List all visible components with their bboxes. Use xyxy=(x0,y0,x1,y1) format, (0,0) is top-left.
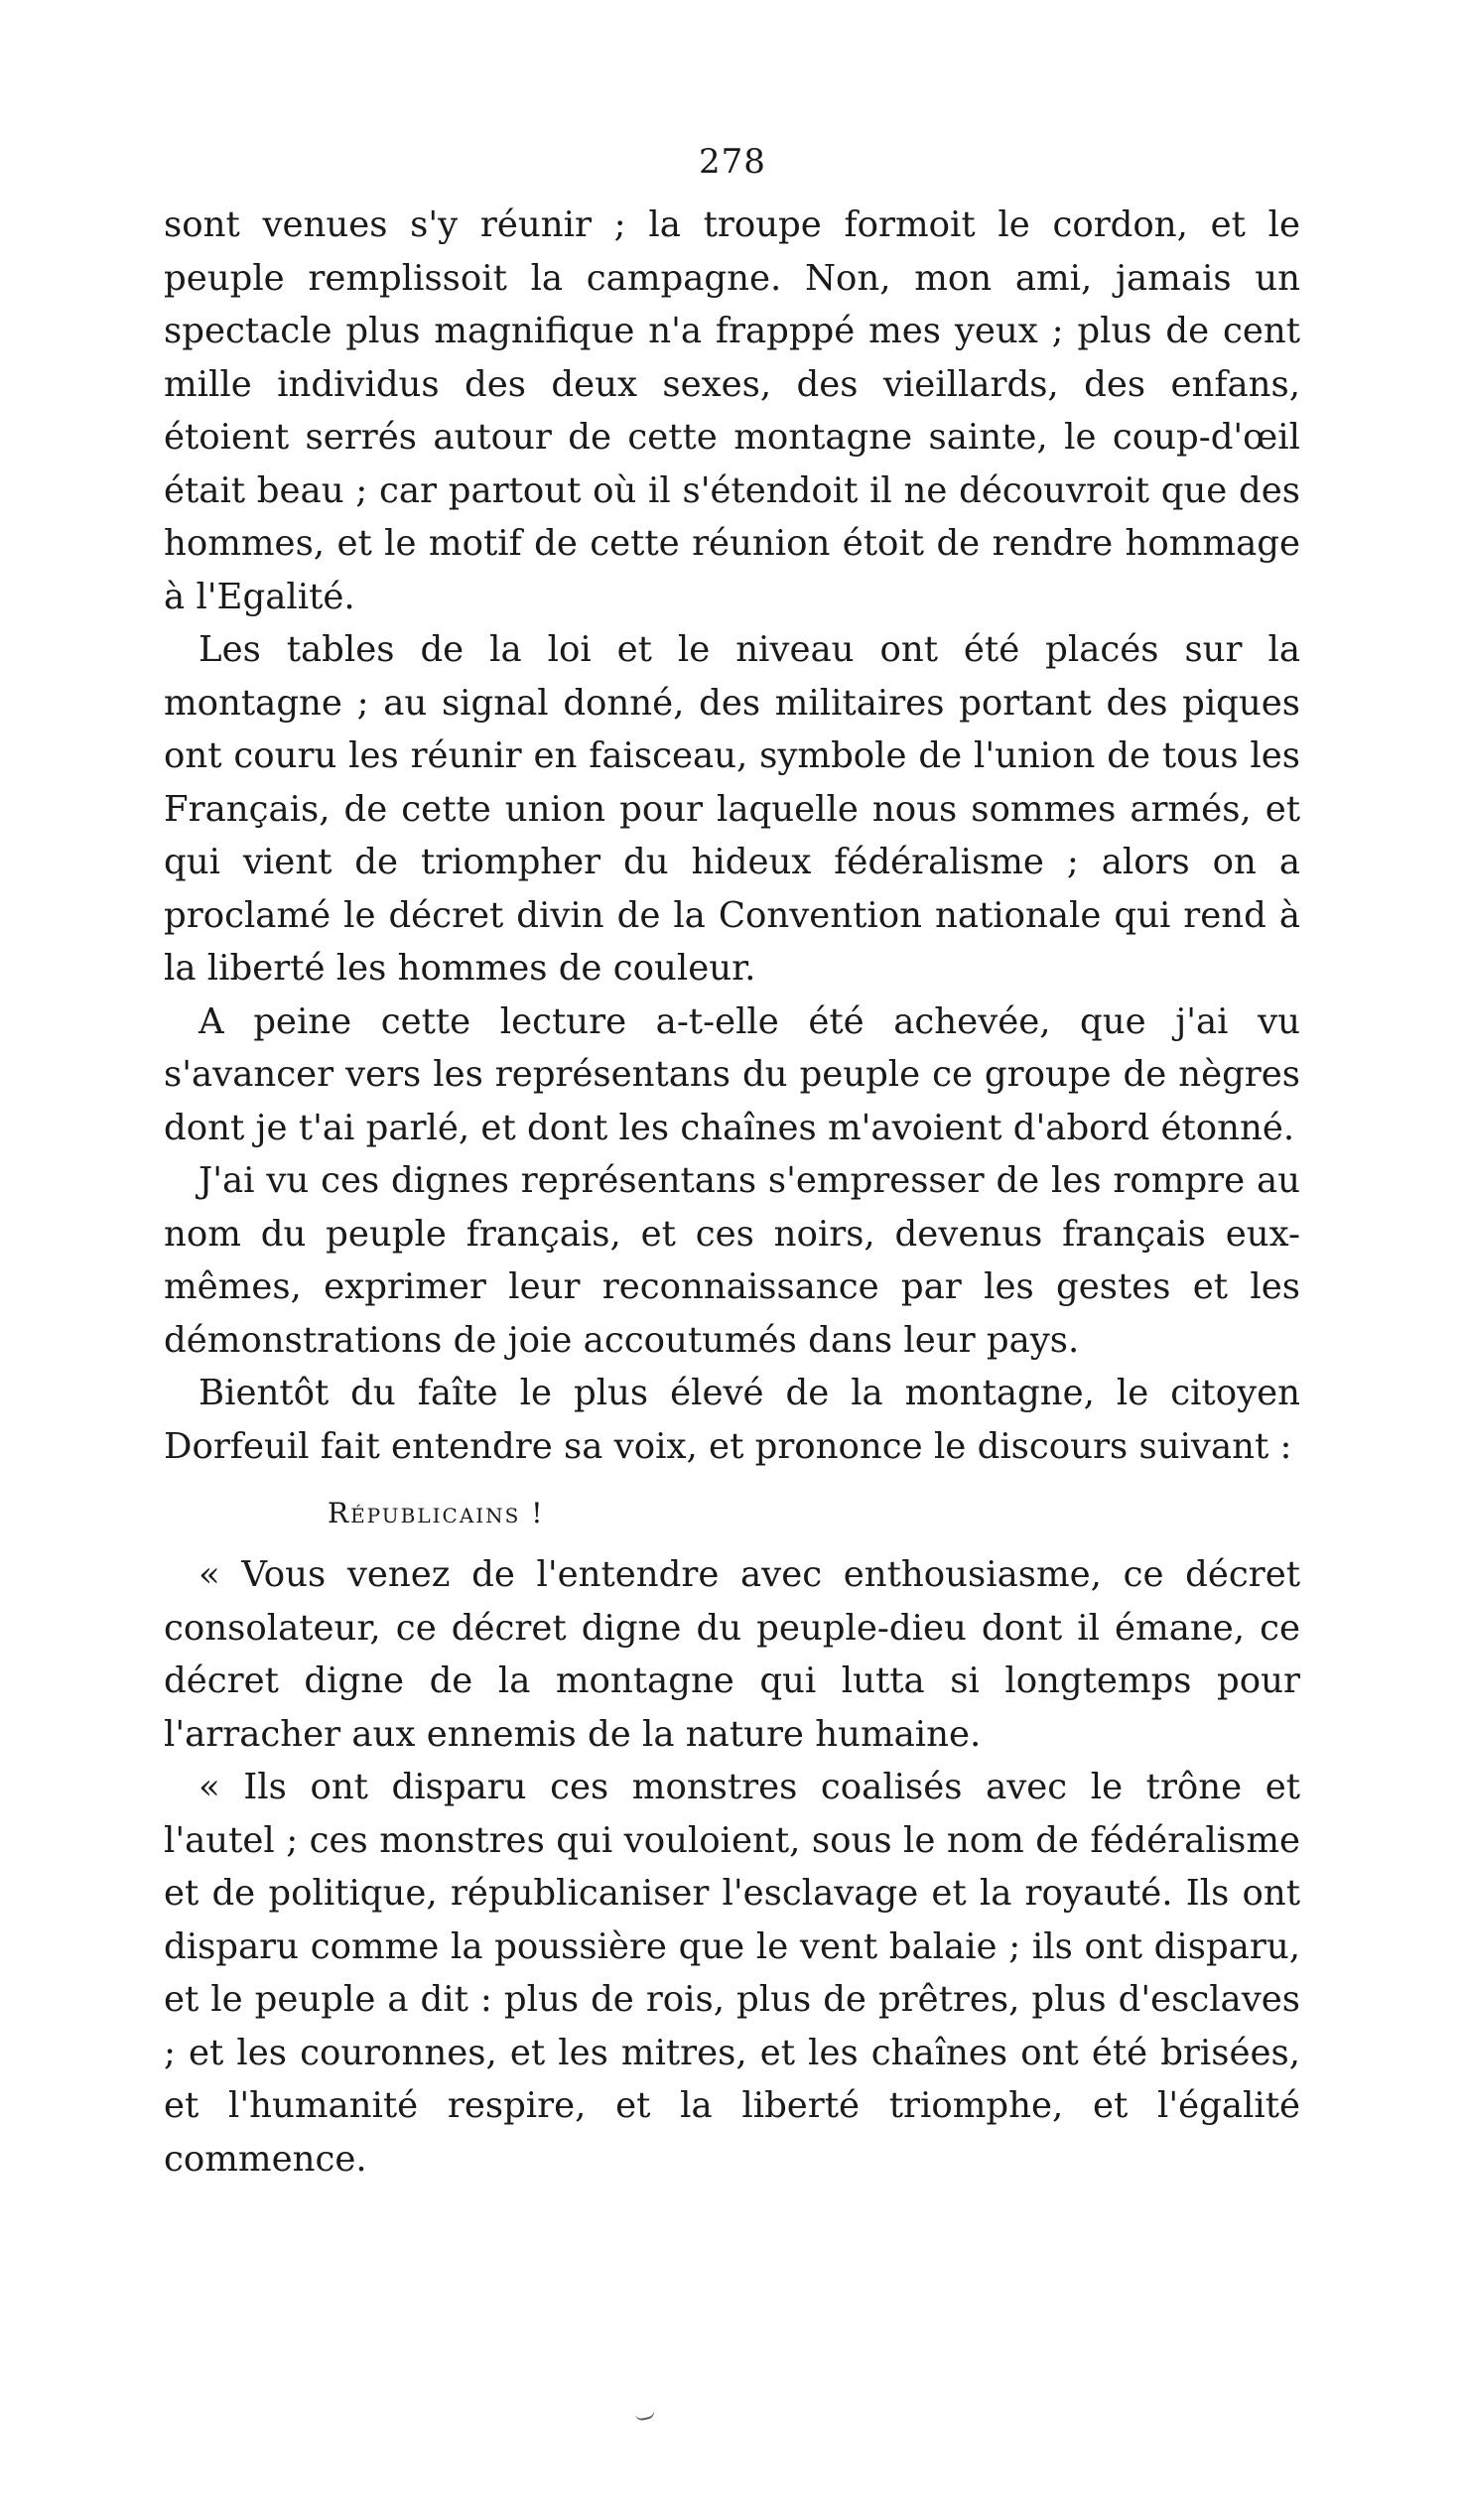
paragraph: sont venues s'y réunir ; la troupe formoit le cordon, et le peuple remplissoit la campagne. Non, mon ami, jamais un spectacle plus magnifique n'a frapppé mes yeux ; plus de cent mille individus des deux sexes, des vieillards, des enfans, étoient serrés autour de cette montagne sainte, le coup-d'œil était beau ; car partout où il s'étendoit il ne découvroit que des hommes, et le motif de cette réunion étoit de rendre hommage à l'Egalité. xyxy=(164,204,1300,617)
speech-paragraph: « Vous venez de l'entendre avec enthousiasme, ce décret consolateur, ce décret digne du peuple-dieu dont il émane, ce décret digne de la montagne qui lutta si longtemps pour l'arracher aux ennemis de la nature humaine. xyxy=(164,1554,1300,1755)
page-number: 278 xyxy=(699,142,766,182)
speech-heading: Républicains ! xyxy=(328,1497,545,1529)
speech-paragraph: « Ils ont disparu ces monstres coalisés avec le trône et l'autel ; ces monstres qui vouloient, sous le nom de fédéralisme et de politique, républicaniser l'esclavage et la royauté. Ils ont disparu comme la poussière que le vent balaie ; ils ont disparu, et le peuple a dit : plus de rois, plus de prêtres, plus d'esclaves ; et les couronnes, et les mitres, et les chaînes ont été brisées, et l'humanité respire, et la liberté triomphe, et l'égalité commence. xyxy=(164,1767,1300,2180)
paragraph: J'ai vu ces dignes représentans s'empresser de les rompre au nom du peuple français, et ces noirs, devenus français eux-mêmes, exprimer leur reconnaissance par les gestes et les démonstrations de joie accoutumés dans leur pays. xyxy=(164,1160,1300,1361)
paragraph: Bientôt du faîte le plus élevé de la montagne, le citoyen Dorfeuil fait entendre sa voix, et prononce le discours suivant : xyxy=(164,1373,1300,1467)
paragraph: A peine cette lecture a-t-elle été achevée, que j'ai vu s'avancer vers les représentans du peuple ce groupe de nègres dont je t'ai parlé, et dont les chaînes m'avoient d'abord étonné. xyxy=(164,1000,1300,1148)
paragraph: Les tables de la loi et le niveau ont été placés sur la montagne ; au signal donné, des militaires portant des piques ont couru les réunir en faisceau, symbole de l'union de tous les Français, de cette union pour laquelle nous sommes armés, et qui vient de triompher du hideux fédéralisme ; alors on a proclamé le décret divin de la Convention nationale qui rend à la liberté les hommes de couleur. xyxy=(164,629,1300,989)
narrative-text xyxy=(164,199,1300,1473)
ink-mark xyxy=(634,2410,655,2422)
speech-text xyxy=(164,1548,1300,2186)
